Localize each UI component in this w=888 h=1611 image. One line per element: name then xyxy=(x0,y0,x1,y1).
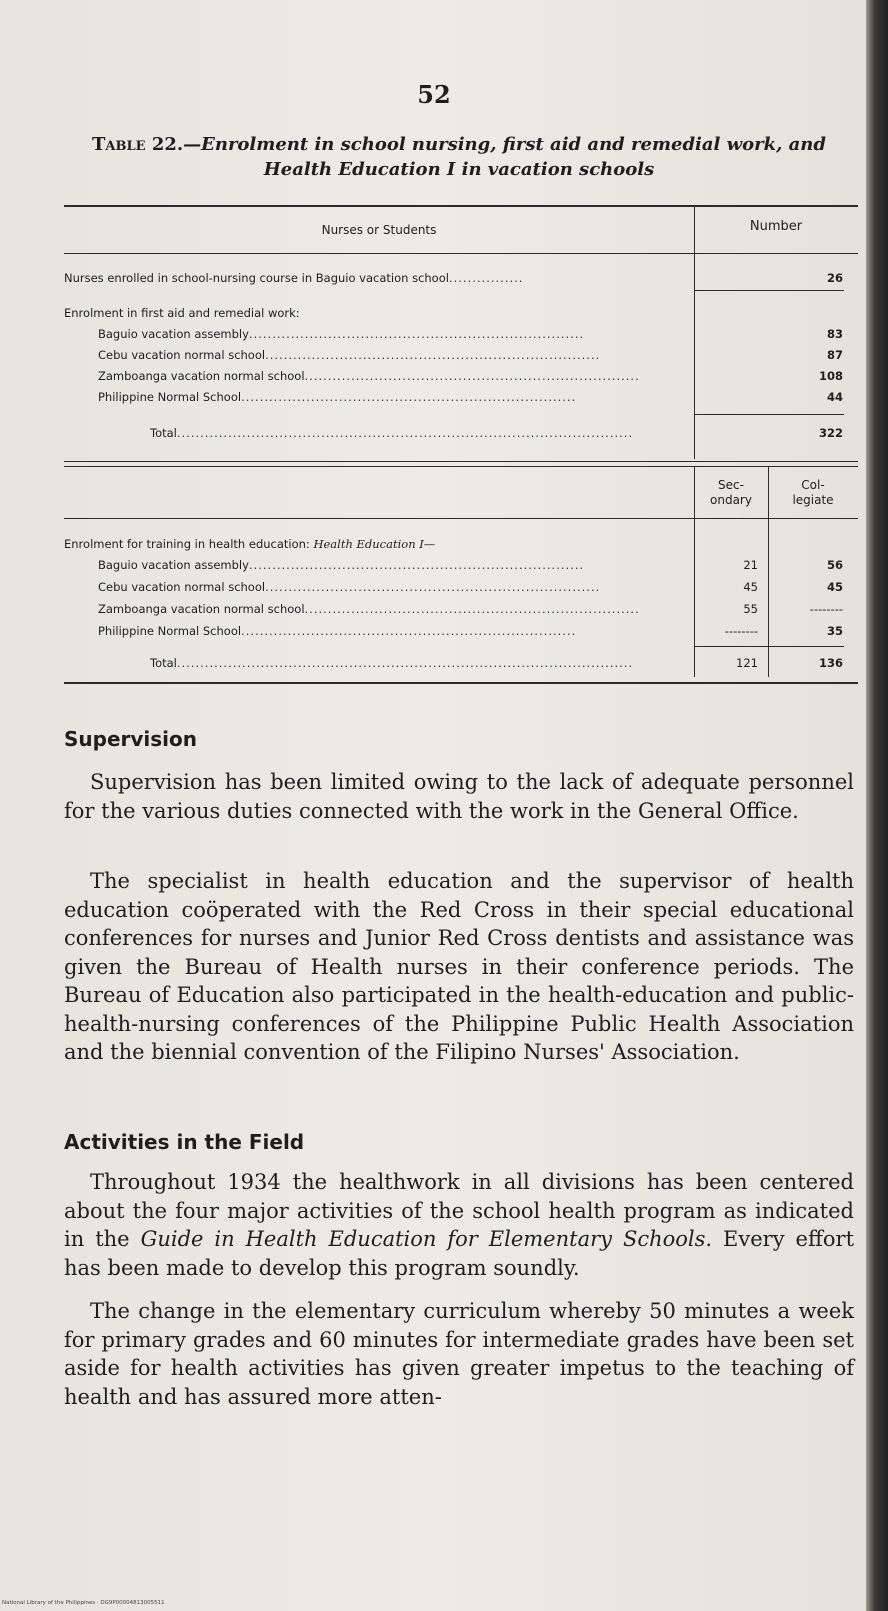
table1-row-value: 83 xyxy=(826,327,843,341)
table1-total-row: Total.................................................................................................. xyxy=(150,426,634,440)
table-caption-lead: Table 22. xyxy=(92,134,184,155)
table1-row-value: 108 xyxy=(818,369,843,383)
table1-row-value: 87 xyxy=(826,348,843,362)
table2-row-collegiate: 35 xyxy=(826,624,843,638)
table2-row: Philippine Normal School........................................................................ xyxy=(98,624,577,638)
table2-header-collegiate: Col- legiate xyxy=(792,478,834,507)
table1-row: Baguio vacation assembly........................................................................ xyxy=(98,327,585,341)
table2-row-secondary: 21 xyxy=(743,558,758,572)
table1-top-rule xyxy=(64,205,858,207)
table-caption xyxy=(64,132,854,182)
table2-row: Cebu vacation normal school........................................................................ xyxy=(98,580,601,594)
table1-total-rule xyxy=(694,414,844,415)
table1-row: Nurses enrolled in school-nursing course in Baguio vacation school................ xyxy=(64,271,524,285)
table-caption-line2: Health Education I in vacation schools xyxy=(263,159,655,180)
table2-bottom-rule xyxy=(64,682,858,684)
table1-row-value: 44 xyxy=(826,390,843,404)
table1-row: Cebu vacation normal school........................................................................ xyxy=(98,348,601,362)
table1-header-rule xyxy=(64,253,858,254)
section-heading-supervision: Supervision xyxy=(64,727,198,751)
table2-top-rule xyxy=(64,461,858,462)
paragraph: Supervision has been limited owing to the lack of adequate personnel for the various duties connected with the work in the General Office. xyxy=(64,770,854,823)
table2-total-secondary: 121 xyxy=(736,656,758,670)
table1-total-value: 322 xyxy=(818,426,843,440)
table1-row: Zamboanga vacation normal school........................................................................ xyxy=(98,369,640,383)
table1-row: Philippine Normal School........................................................................ xyxy=(98,390,577,404)
table2-total-collegiate: 136 xyxy=(818,656,843,670)
table2-section-label: Enrolment for training in health education: Health Education I— xyxy=(64,537,436,551)
table2-row-secondary: -------- xyxy=(724,624,758,638)
footer-credit: National Library of the Philippines · DG9P00004813005511 xyxy=(2,1600,165,1606)
table2-row-collegiate: 45 xyxy=(826,580,843,594)
table-caption-line1: —Enrolment in school nursing, first aid and remedial work, and xyxy=(183,134,826,155)
page-number: 52 xyxy=(417,80,451,109)
table1-header-number: Number xyxy=(749,219,803,234)
paragraph: The change in the elementary curriculum whereby 50 minutes a week for primary grades and 60 minutes for intermediate grades have been set aside for health activities has given greater impetus to the teaching of health and has assured more atten- xyxy=(64,1299,854,1409)
table2-row-collegiate: -------- xyxy=(809,602,843,616)
section-heading-activities: Activities in the Field xyxy=(64,1130,305,1154)
table2-top-rule-2 xyxy=(64,466,858,467)
table1-column-divider xyxy=(694,207,695,459)
table2-row: Zamboanga vacation normal school........................................................................ xyxy=(98,602,640,616)
paragraph: Throughout 1934 the healthwork in all divisions has been centered about the four major activities of the school health program as indicated in the Guide in Health Education for Elementary Schools. Every effort has been made to develop this program soundly. xyxy=(64,1170,855,1280)
paragraph: The specialist in health education and the supervisor of health education coöperated with the Red Cross in their special educational conferences for nurses and Junior Red Cross dentists and assistance was given the Bureau of Health nurses in their conference periods. The Bureau of Education also participated in the health-education and public-health-nursing conferences of the Philippine Public Health Association and the biennial convention of the Filipino Nurses' Association. xyxy=(64,869,854,1064)
table2-row: Baguio vacation assembly........................................................................ xyxy=(98,558,585,572)
table2-header-rule xyxy=(64,518,858,519)
table2-row-secondary: 45 xyxy=(743,580,758,594)
table1-row: Enrolment in first aid and remedial work: xyxy=(64,306,300,320)
table1-header-label: Nurses or Students xyxy=(321,223,437,237)
table1-subrule xyxy=(694,290,844,291)
table2-row-secondary: 55 xyxy=(743,602,758,616)
table1-row-value: 26 xyxy=(826,271,843,285)
page-edge-shadow xyxy=(866,0,888,1611)
table2-total-rule xyxy=(694,646,844,647)
table2-row-collegiate: 56 xyxy=(826,558,843,572)
table2-header-secondary: Sec- ondary xyxy=(710,478,752,507)
table2-total-row: Total.................................................................................................. xyxy=(150,656,634,670)
